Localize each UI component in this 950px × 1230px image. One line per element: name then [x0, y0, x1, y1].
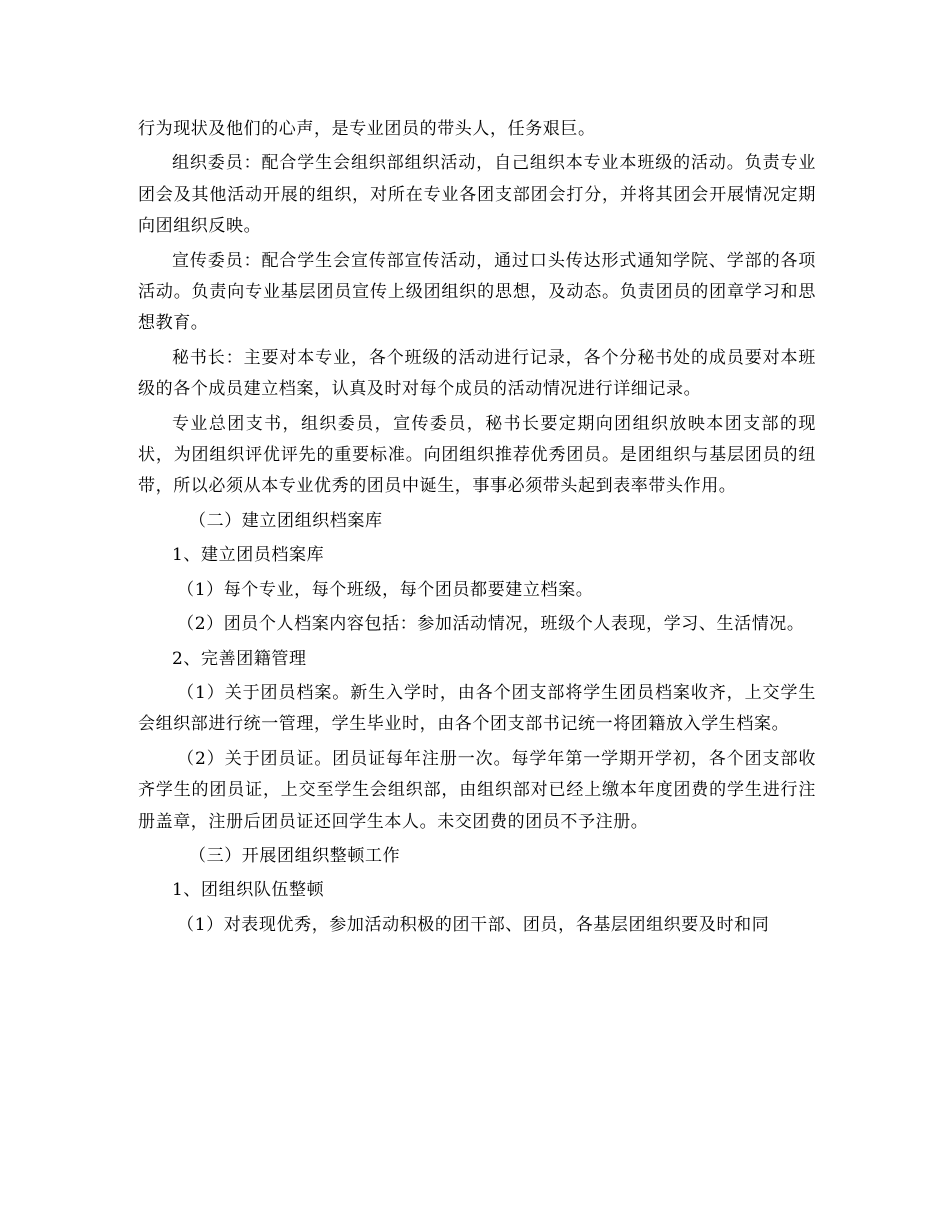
list-item: （2）关于团员证。团员证每年注册一次。每学年第一学期开学初，各个团支部收齐学生的团员证，上交至学生会组织部，由组织部对已经上缴本年度团费的学生进行注册盖章，注册后团员证还回学生本人。未交团费的团员不予注册。	[138, 748, 816, 832]
list-item: （1）每个专业，每个班级，每个团员都要建立档案。	[177, 579, 594, 600]
paragraph: 秘书长：主要对本专业，各个班级的活动进行记录，各个分秘书处的成员要对本班级的各个成员建立档案，认真及时对每个成员的活动情况进行详细记录。	[138, 347, 816, 400]
paragraph: 专业总团支书，组织委员，宣传委员，秘书长要定期向团组织放映本团支部的现状，为团组织评优评先的重要标准。向团组织推荐优秀团员。是团组织与基层团员的纽带，所以必须从本专业优秀的团员中诞生，事事必须带头起到表率带头作用。	[138, 413, 816, 497]
subsection-heading: 2、完善团籍管理	[172, 648, 307, 669]
section-heading: （二）建立团组织档案库	[189, 510, 383, 531]
paragraph: 行为现状及他们的心声，是专业团员的带头人，任务艰巨。	[138, 119, 596, 139]
document-body	[138, 114, 816, 944]
paragraph: 组织委员：配合学生会组织部组织活动，自己组织本专业本班级的活动。负责专业团会及其他活动开展的组织，对所在专业各团支部团会打分，并将其团会开展情况定期向团组织反映。	[138, 153, 816, 237]
section-heading: （三）开展团组织整顿工作	[189, 845, 401, 866]
list-item: （1）关于团员档案。新生入学时，由各个团支部将学生团员档案收齐，上交学生会组织部进行统一管理，学生毕业时，由各个团支部书记统一将团籍放入学生档案。	[138, 682, 816, 735]
list-item: （1）对表现优秀，参加活动积极的团干部、团员，各基层团组织要及时和同	[177, 914, 770, 935]
list-item: （2）团员个人档案内容包括：参加活动情况，班级个人表现，学习、生活情况。	[177, 614, 805, 635]
subsection-heading: 1、建立团员档案库	[172, 545, 325, 566]
subsection-heading: 1、团组织队伍整顿	[172, 880, 325, 901]
paragraph: 宣传委员：配合学生会宣传部宣传活动，通过口头传达形式通知学院、学部的各项活动。负责向专业基层团员宣传上级团组织的思想，及动态。负责团员的团章学习和思想教育。	[138, 250, 816, 334]
